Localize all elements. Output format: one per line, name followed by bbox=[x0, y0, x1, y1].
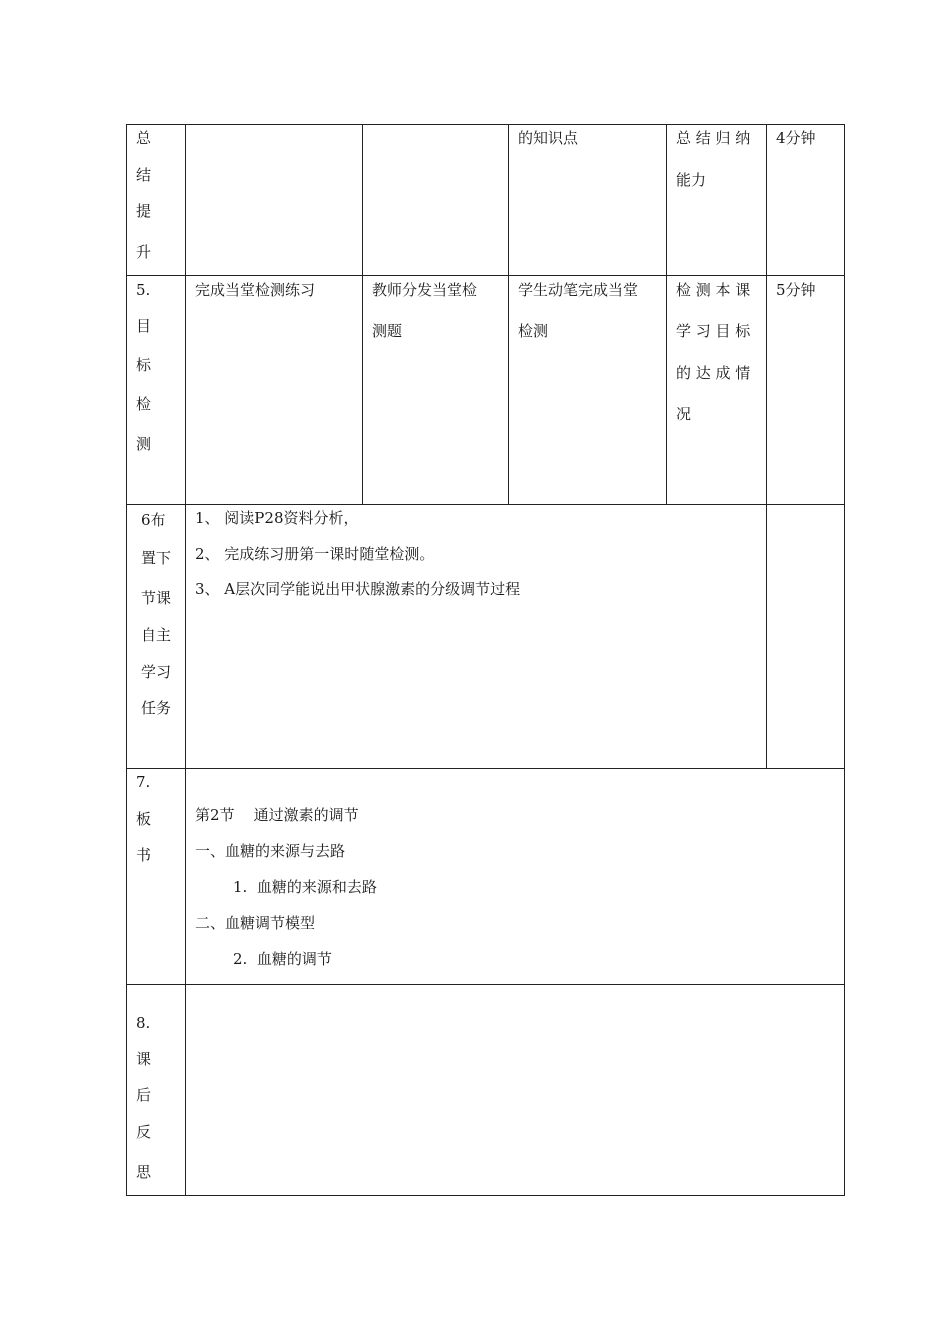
table-border bbox=[766, 124, 767, 769]
table-border bbox=[185, 124, 186, 1196]
task-item: 2、 完成练习册第一课时随堂检测。 bbox=[195, 545, 435, 563]
row-label-line: 任务 bbox=[141, 699, 172, 717]
table-border bbox=[666, 124, 667, 505]
purpose-text: 况 bbox=[676, 405, 692, 423]
board-line: 一、血糖的来源与去路 bbox=[195, 842, 346, 860]
board-heading: 第2节 通过激素的调节 bbox=[195, 806, 359, 824]
row-label-char: 标 bbox=[136, 356, 152, 374]
table-border bbox=[362, 124, 363, 505]
table-border bbox=[126, 504, 845, 505]
student-activity-text: 检测 bbox=[518, 322, 549, 340]
content-text: 完成当堂检测练习 bbox=[195, 281, 316, 299]
board-line: 二、血糖调节模型 bbox=[195, 914, 316, 932]
table-border bbox=[844, 124, 845, 1196]
table-border bbox=[126, 124, 845, 125]
row-label-char: 总 bbox=[136, 129, 152, 147]
row-label-line: 自主 bbox=[141, 626, 172, 644]
row-label-char: 8. bbox=[136, 1014, 151, 1032]
row-label-line: 节课 bbox=[141, 589, 172, 607]
time-text: 4分钟 bbox=[776, 129, 816, 147]
row-label-line: 置下 bbox=[141, 549, 172, 567]
purpose-text: 学 习 目 标 bbox=[676, 322, 751, 340]
row-label-line: 学习 bbox=[141, 663, 172, 681]
purpose-text: 总 结 归 纳 bbox=[676, 129, 751, 147]
row-label-char: 7. bbox=[136, 773, 151, 791]
row-label-char: 课 bbox=[136, 1050, 152, 1068]
row-label-char: 提 bbox=[136, 202, 152, 220]
row-label-char: 后 bbox=[136, 1086, 152, 1104]
row-label-char: 结 bbox=[136, 166, 152, 184]
row-label-char: 板 bbox=[136, 810, 152, 828]
row-label-line: 6布 bbox=[141, 511, 166, 529]
row-label-char: 思 bbox=[136, 1163, 152, 1181]
teacher-activity-text: 测题 bbox=[372, 322, 403, 340]
purpose-text: 检 测 本 课 bbox=[676, 281, 751, 299]
row-label-char: 升 bbox=[136, 243, 152, 261]
teacher-activity-text: 教师分发当堂检 bbox=[372, 281, 478, 299]
task-item: 3、 A层次同学能说出甲状腺激素的分级调节过程 bbox=[195, 580, 521, 598]
student-activity-text: 学生动笔完成当堂 bbox=[518, 281, 639, 299]
board-line: 1. 血糖的来源和去路 bbox=[233, 878, 377, 896]
purpose-text: 的 达 成 情 bbox=[676, 364, 751, 382]
table-border bbox=[126, 275, 845, 276]
time-text: 5分钟 bbox=[776, 281, 816, 299]
row-label-char: 目 bbox=[136, 317, 152, 335]
row-label-char: 5. bbox=[136, 281, 151, 299]
student-activity-text: 的知识点 bbox=[518, 129, 579, 147]
row-label-char: 检 bbox=[136, 395, 152, 413]
row-label-char: 测 bbox=[136, 435, 152, 453]
purpose-text: 能力 bbox=[676, 171, 707, 189]
row-label-char: 反 bbox=[136, 1123, 152, 1141]
board-line: 2. 血糖的调节 bbox=[233, 950, 332, 968]
table-border bbox=[126, 124, 127, 1196]
table-border bbox=[508, 124, 509, 505]
table-border bbox=[126, 1195, 845, 1196]
table-border bbox=[126, 768, 845, 769]
row-label-char: 书 bbox=[136, 846, 152, 864]
task-item: 1、 阅读P28资料分析， bbox=[195, 509, 359, 527]
table-border bbox=[126, 984, 845, 985]
